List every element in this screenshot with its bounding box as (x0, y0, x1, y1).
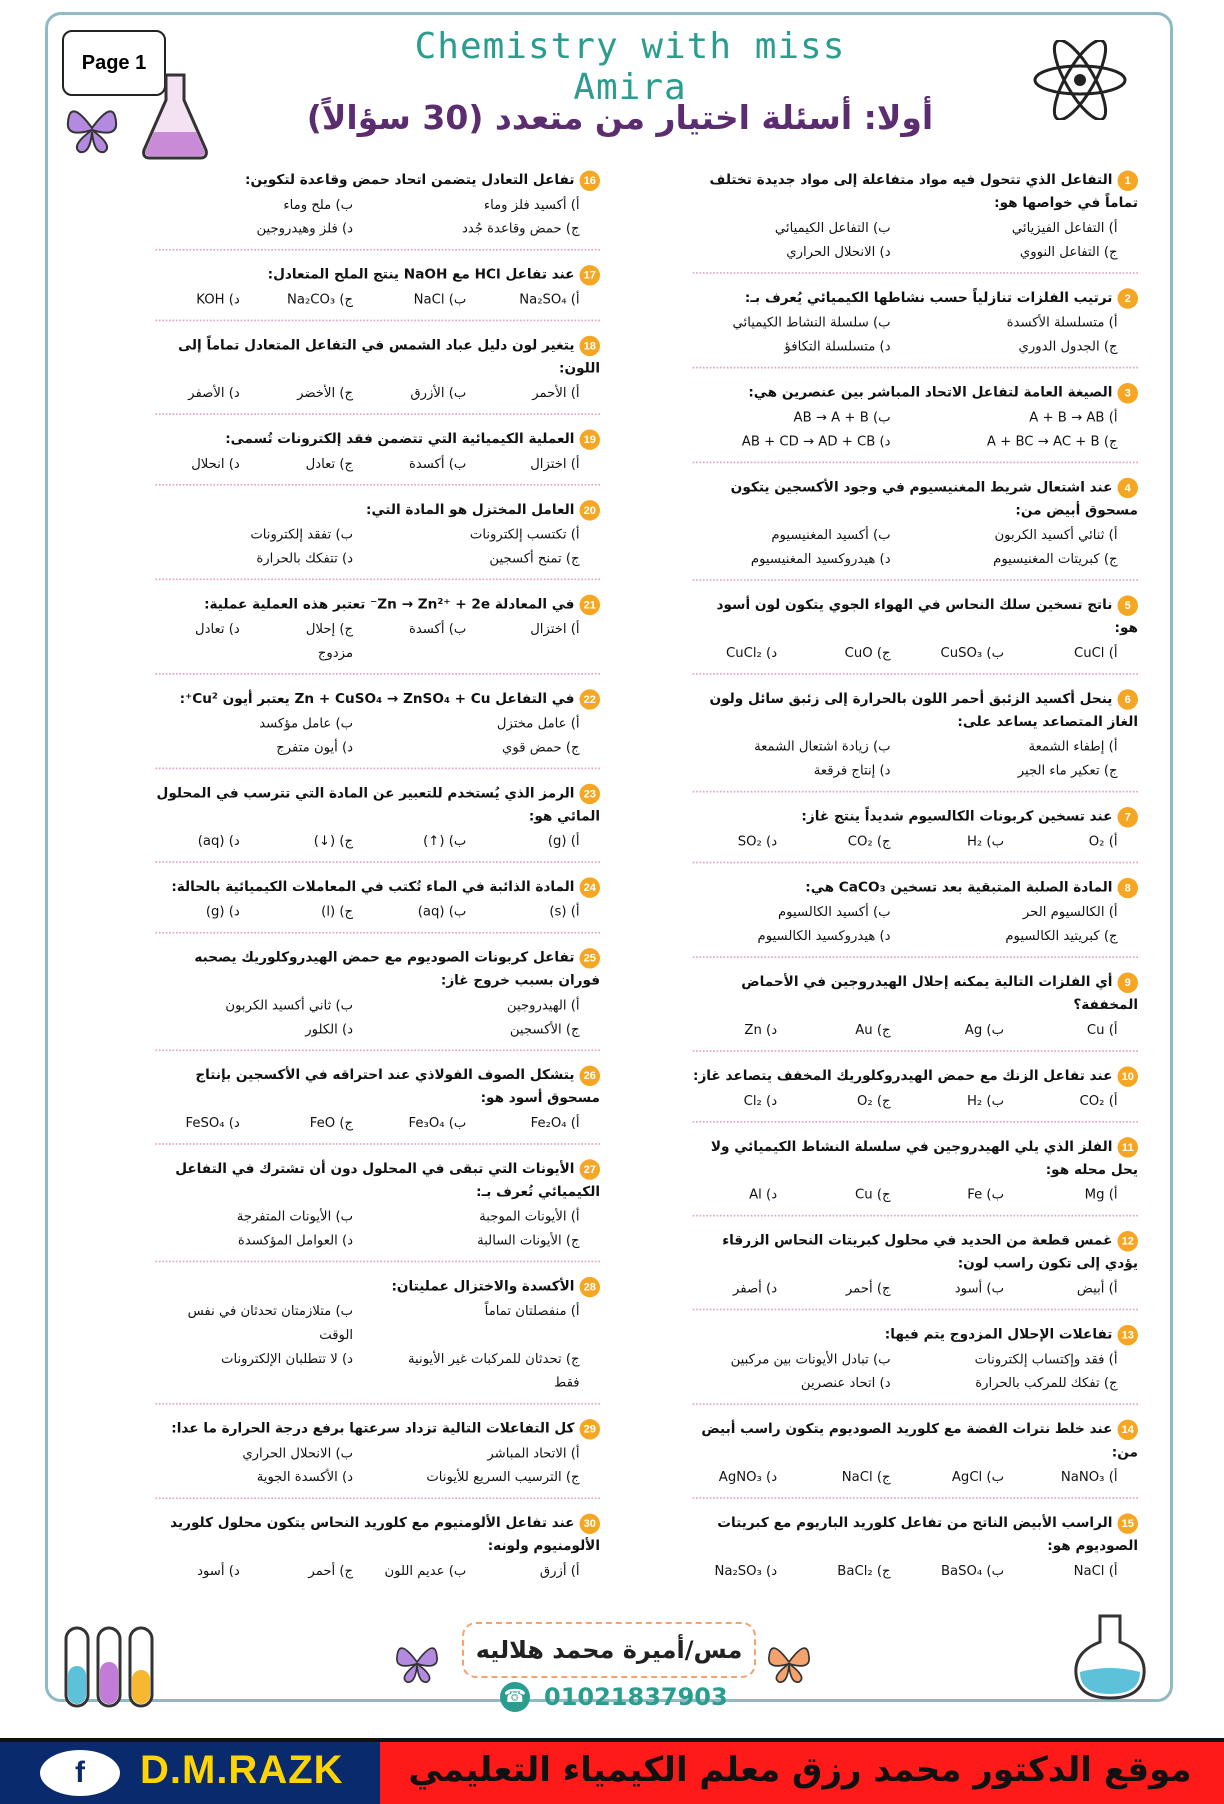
answer-option[interactable]: ج) O₂ (856, 1092, 891, 1109)
answer-option[interactable]: ج) تعادل (305, 455, 354, 472)
answer-option[interactable]: أ) التفاعل الفيزيائي (1011, 220, 1118, 236)
question-item (693, 286, 1138, 369)
answer-option[interactable]: أ) الأحمر (532, 385, 580, 401)
question-text (693, 1322, 1138, 1345)
answer-option[interactable]: ج) Na₂CO₃ (286, 291, 354, 307)
question-number-badge: 12 (1118, 1231, 1138, 1251)
banner-brand-area (0, 1742, 380, 1804)
answer-option[interactable]: ج) كبريتات المغنيسيوم (993, 551, 1118, 567)
question-text (693, 687, 1138, 733)
answer-option[interactable]: ج) تعكير ماء الجير (1017, 762, 1118, 779)
answer-option[interactable]: أ) تكتسب إلكترونات (469, 526, 580, 542)
answer-options (155, 1559, 600, 1583)
answer-option[interactable]: ب) (↑) (423, 833, 467, 849)
questions-column-right (693, 168, 1138, 1603)
answer-option[interactable]: ب) الانحلال الحراري (242, 1445, 354, 1461)
answer-option[interactable]: أ) Cu (1086, 1022, 1118, 1038)
answer-option[interactable]: ب) التفاعل الكيميائي (774, 220, 891, 236)
answer-option[interactable]: أ) (g) (547, 833, 580, 849)
answer-option[interactable]: ج) Au (855, 1022, 891, 1038)
answer-option[interactable]: ج) FeO (309, 1115, 354, 1131)
question-number-badge: 14 (1118, 1419, 1138, 1439)
question-stem: غمس قطعة من الحديد في محلول كبريتات النحاس الزرقاء يؤدي إلى تكون راسب لون: (722, 1231, 1138, 1272)
phone-number: 01021837903 (544, 1683, 728, 1711)
answer-option[interactable]: د) FeSO₄ (185, 1115, 240, 1131)
answer-option[interactable]: ب) NaCl (413, 291, 467, 307)
question-item (693, 1511, 1138, 1591)
question-stem: الأيونات التي تبقى في المحلول دون أن تشترك في التفاعل الكيميائي تُعرف بـ: (175, 1160, 600, 1200)
question-text (693, 168, 1138, 214)
answer-option[interactable]: أ) أزرق (539, 1562, 580, 1579)
answer-option[interactable]: ج) حمض وقاعدة جُدد (461, 220, 580, 237)
answer-options (693, 523, 1138, 571)
test-tubes-icon (60, 1622, 160, 1712)
answer-options (155, 993, 600, 1041)
butterfly-icon (392, 1640, 442, 1684)
question-text (693, 1228, 1138, 1274)
question-item (693, 970, 1138, 1052)
answer-option[interactable]: ج) تمنح أكسجين (489, 550, 580, 566)
question-number-badge: 19 (580, 429, 600, 449)
question-text (693, 970, 1138, 1016)
answer-option[interactable]: ج) تحدثان للمركبات غير الأيونية فقط (407, 1350, 580, 1391)
answer-option[interactable]: د) تعادل (194, 621, 240, 637)
answer-option[interactable]: أ) A + B → AB (1029, 409, 1118, 425)
answer-option[interactable]: ج) CuO (844, 644, 891, 661)
question-number-badge: 29 (580, 1419, 600, 1439)
question-number-badge: 1 (1118, 170, 1138, 190)
answer-option[interactable]: د) الكلور (305, 1021, 354, 1037)
answer-options (693, 1465, 1138, 1489)
answer-option[interactable]: ب) Fe₃O₄ (408, 1115, 467, 1131)
answer-option[interactable]: أ) منفصلتان تماماً (484, 1303, 580, 1319)
question-text (155, 1511, 600, 1557)
question-text (693, 875, 1138, 898)
answer-options (155, 452, 600, 476)
question-stem: تفاعل التعادل يتضمن اتحاد حمض وقاعدة لتكوين: (245, 171, 575, 188)
answer-option[interactable]: د) الانحلال الحراري (786, 243, 891, 260)
answer-options (693, 1089, 1138, 1113)
answer-option[interactable]: ج) الأخضر (297, 385, 354, 401)
answer-option[interactable]: د) متسلسلة التكافؤ (784, 338, 891, 354)
question-text (155, 875, 600, 898)
question-item (155, 333, 600, 415)
question-stem: أي الفلزات التالية يمكنه إحلال الهيدروجين في الأحماض المخففة؟ (741, 973, 1138, 1013)
question-number-badge: 7 (1118, 807, 1138, 827)
atom-icon (1030, 40, 1130, 120)
question-text (155, 168, 600, 191)
question-number-badge: 2 (1118, 288, 1138, 308)
question-item (155, 498, 600, 581)
answer-option[interactable]: ب) Ag (964, 1022, 1005, 1038)
question-number-badge: 27 (580, 1159, 600, 1179)
answer-option[interactable]: د) Al (749, 1186, 778, 1203)
answer-option[interactable]: ب) CuSO₃ (940, 644, 1005, 661)
question-text (155, 1274, 600, 1297)
answer-option[interactable]: أ) CuCl (1073, 644, 1118, 661)
answer-option[interactable]: د) AgNO₃ (718, 1469, 778, 1485)
answer-option[interactable]: ج) (l) (321, 903, 354, 920)
answer-options (155, 287, 600, 311)
butterfly-icon (62, 102, 122, 154)
answer-options (155, 1204, 600, 1252)
answer-option[interactable]: أ) فقد وإكتساب إلكترونات (974, 1351, 1118, 1367)
answer-option[interactable]: ب) زيادة اشتعال الشمعة (754, 738, 891, 755)
answer-option[interactable]: أ) Fe₂O₄ (530, 1115, 580, 1131)
question-number-badge: 9 (1118, 972, 1138, 992)
question-stem: التفاعل الذي تتحول فيه مواد متفاعلة إلى مواد جديدة تختلف تماماً في خواصها هو: (709, 171, 1138, 211)
question-number-badge: 18 (580, 335, 600, 355)
answer-option[interactable]: أ) متسلسلة الأكسدة (1006, 314, 1118, 331)
question-text (693, 475, 1138, 521)
answer-option[interactable]: ج) التفاعل النووي (1019, 243, 1118, 260)
question-stem: الصيغة العامة لتفاعل الاتحاد المباشر بين عنصرين هي: (748, 383, 1113, 401)
question-text (155, 427, 600, 450)
question-item (155, 1511, 600, 1591)
answer-options (693, 829, 1138, 853)
brand-title: Chemistry with miss Amira (414, 26, 846, 108)
answer-option[interactable]: ب) أكسيد الكالسيوم (777, 904, 891, 920)
answer-options (155, 711, 600, 759)
question-stem: العملية الكيميائية التي تتضمن فقد إلكترونات تُسمى: (225, 430, 575, 447)
answer-option[interactable]: ج) A + BC → AC + B (986, 433, 1118, 449)
answer-options (155, 1441, 600, 1489)
question-item (155, 875, 600, 934)
answer-option[interactable]: أ) (s) (549, 903, 580, 920)
answer-options (693, 1018, 1138, 1042)
answer-option[interactable]: ب) (aq) (417, 903, 467, 920)
answer-option[interactable]: أ) عامل مختزل (496, 715, 580, 731)
question-number-badge: 13 (1118, 1324, 1138, 1344)
site-banner (0, 1738, 1224, 1804)
question-text (155, 1157, 600, 1203)
answer-option[interactable]: ج) (↓) (313, 833, 354, 849)
question-item (155, 781, 600, 863)
answer-option[interactable]: ب) أكسدة (408, 621, 467, 637)
answer-option[interactable]: ج) الأيونات السالبة (477, 1232, 580, 1248)
question-item (155, 427, 600, 486)
answer-option[interactable]: د) Na₂SO₃ (714, 1562, 778, 1579)
question-number-badge: 5 (1118, 595, 1138, 615)
phone-icon: ☎ (500, 1682, 530, 1712)
answer-option[interactable]: د) الأصفر (188, 385, 240, 401)
answer-options (155, 522, 600, 570)
answer-options (155, 193, 600, 241)
answer-option[interactable]: ب) سلسلة النشاط الكيميائي (732, 314, 891, 331)
question-item (693, 475, 1138, 581)
question-number-badge: 20 (580, 500, 600, 520)
question-stem: الراسب الأبيض الناتج من تفاعل كلوريد الباريوم مع كبريتات الصوديوم هو: (717, 1514, 1138, 1554)
answer-option[interactable]: د) تتفكك بالحرارة (256, 550, 354, 566)
answer-option[interactable]: ج) حمض قوي (502, 739, 580, 755)
answer-option[interactable]: د) العوامل المؤكسدة (237, 1232, 354, 1248)
answer-option[interactable]: د) فلز وهيدروجين (256, 220, 354, 237)
question-number-badge: 10 (1118, 1066, 1138, 1086)
answer-option[interactable]: ب) أكسيد المغنيسيوم (771, 527, 891, 543)
question-number-badge: 21 (580, 594, 600, 614)
question-text (693, 1064, 1138, 1087)
question-stem: ينحل أكسيد الزئبق أحمر اللون بالحرارة إلى زئبق سائل ولون الغاز المتصاعد يساعد على: (709, 690, 1138, 730)
question-item (693, 687, 1138, 793)
question-item (693, 1322, 1138, 1405)
answer-option[interactable]: أ) NaCl (1073, 1562, 1118, 1579)
flask-icon (140, 70, 210, 160)
banner-title: موقع الدكتور محمد رزق معلم الكيمياء التعليمي (408, 1750, 1192, 1790)
question-item (693, 168, 1138, 274)
answer-option[interactable]: أ) Na₂SO₄ (519, 291, 580, 307)
answer-options (155, 829, 600, 853)
question-stem: الأكسدة والاختزال عمليتان: (391, 1277, 575, 1294)
answer-option[interactable]: ج) BaCl₂ (837, 1562, 891, 1579)
answer-options (693, 1347, 1138, 1395)
answer-option[interactable]: أ) الهيدروجين (506, 997, 580, 1013)
answer-option[interactable]: ج) أحمر (308, 1562, 354, 1579)
answer-options (693, 734, 1138, 782)
answer-options (155, 900, 600, 924)
question-item (693, 380, 1138, 463)
answer-option[interactable]: ج) الأكسجين (509, 1021, 580, 1037)
answer-option[interactable]: ج) تفكك للمركب بالحرارة (975, 1375, 1118, 1391)
page-label: Page 1 (62, 30, 166, 96)
answer-options (155, 1299, 600, 1394)
question-number-badge: 25 (580, 948, 600, 968)
question-item (693, 804, 1138, 863)
question-stem: يتغير لون دليل عباد الشمس في التفاعل المتعادل تماماً إلى اللون: (178, 336, 600, 376)
question-text (693, 1511, 1138, 1557)
answer-option[interactable]: ب) H₂ (966, 833, 1005, 849)
answer-options (693, 1276, 1138, 1300)
question-stem: عند خلط نترات الفضة مع كلوريد الصوديوم يتكون راسب أبيض من: (701, 1420, 1138, 1460)
question-text (155, 1063, 600, 1109)
answer-option[interactable]: ب) تفقد إلكترونات (250, 526, 354, 542)
question-text (693, 1417, 1138, 1463)
question-number-badge: 16 (580, 170, 600, 190)
answer-option[interactable]: ج) NaCl (841, 1469, 891, 1485)
question-text (155, 1416, 600, 1439)
question-stem: عند تفاعل الألومنيوم مع كلوريد النحاس يتكون محلول كلوريد الألومنيوم ولونه: (170, 1514, 600, 1554)
section-heading: أولا: أسئلة اختيار من متعدد (30 سؤالاً) (306, 98, 934, 137)
question-text (155, 333, 600, 379)
question-text (693, 804, 1138, 827)
question-text (155, 592, 600, 615)
question-number-badge: 15 (1118, 1513, 1138, 1533)
question-item (693, 1135, 1138, 1217)
question-item (155, 263, 600, 322)
question-stem: المادة الصلبة المتبقية بعد تسخين CaCO₃ هي: (805, 878, 1113, 895)
question-item (693, 875, 1138, 958)
answer-option[interactable]: ج) الترسيب السريع للأيونات (426, 1469, 580, 1485)
question-stem: عند اشتعال شريط المغنيسيوم في وجود الأكسجين يتكون مسحوق أبيض من: (730, 478, 1138, 518)
question-number-badge: 3 (1118, 383, 1138, 403)
answer-option[interactable]: ج) إحلال مزدوج (305, 621, 354, 661)
question-text (155, 687, 600, 710)
question-item (155, 592, 600, 675)
answer-option[interactable]: ب) AB → A + B (793, 409, 891, 425)
question-text (155, 781, 600, 827)
answer-option[interactable]: ب) ملح وماء (283, 196, 354, 213)
answer-options (155, 617, 600, 665)
answer-option[interactable]: د) أيون متفرج (276, 739, 354, 755)
answer-option[interactable]: ج) Cu (855, 1186, 891, 1203)
question-item (155, 1063, 600, 1145)
answer-option[interactable]: أ) الأيونات الموجبة (479, 1208, 580, 1225)
question-number-badge: 30 (580, 1513, 600, 1533)
answer-option[interactable]: أ) NaNO₃ (1060, 1469, 1118, 1485)
question-stem: عند تفاعل الزنك مع حمض الهيدروكلوريك المخفف يتصاعد غاز: (692, 1067, 1113, 1084)
answer-option[interactable]: د) AB + CD → AD + CB (741, 433, 891, 449)
answer-option[interactable]: د) الأكسدة الجوية (256, 1469, 354, 1485)
answer-option[interactable]: د) هيدروكسيد الكالسيوم (757, 928, 891, 944)
question-stem: كل التفاعلات التالية تزداد سرعتها برفع درجة الحرارة ما عدا: (171, 1419, 575, 1437)
answer-options (693, 310, 1138, 358)
answer-option[interactable]: أ) O₂ (1088, 833, 1118, 849)
answer-option[interactable]: د) (aq) (197, 833, 240, 849)
answer-option[interactable]: د) اتحاد عنصرين (800, 1375, 891, 1391)
question-number-badge: 26 (580, 1065, 600, 1085)
question-number-badge: 4 (1118, 477, 1138, 497)
answer-option[interactable]: د) أسود (197, 1562, 240, 1579)
round-flask-icon (1070, 1612, 1150, 1702)
answer-option[interactable]: د) (g) (205, 903, 240, 920)
answer-option[interactable]: د) هيدروكسيد المغنيسيوم (750, 551, 891, 567)
answer-option[interactable]: د) انحلال (191, 455, 240, 472)
question-number-badge: 17 (580, 265, 600, 285)
question-item (155, 687, 600, 770)
question-item (155, 1274, 600, 1404)
answer-option[interactable]: ب) أسود (954, 1280, 1005, 1296)
question-text (693, 593, 1138, 639)
answer-option[interactable]: ب) الأيونات المتفرجة (236, 1208, 354, 1225)
answer-option[interactable]: ب) BaSO₄ (940, 1562, 1005, 1579)
question-stem: تفاعل كربونات الصوديوم مع حمض الهيدروكلوريك يصحبه فوران بسبب خروج غاز: (194, 948, 600, 989)
answer-options (693, 900, 1138, 948)
question-stem: يتشكل الصوف الفولاذي عند احتراقه في الأكسجين بإنتاج مسحوق أسود هو: (195, 1066, 600, 1106)
answer-option[interactable]: ب) أكسدة (408, 455, 467, 472)
question-number-badge: 23 (580, 783, 600, 803)
question-number-badge: 24 (580, 877, 600, 897)
answer-option[interactable]: د) CuCl₂ (726, 644, 778, 661)
answer-option[interactable]: أ) أبيض (1076, 1280, 1118, 1296)
question-item (155, 1416, 600, 1499)
banner-brand: D.M.RAZK (140, 1748, 344, 1792)
question-number-badge: 22 (580, 689, 600, 709)
answer-option[interactable]: ب) H₂ (966, 1092, 1005, 1109)
answer-option[interactable]: أ) CO₂ (1079, 1092, 1118, 1109)
question-item (693, 1417, 1138, 1499)
answer-option[interactable]: ب) عديم اللون (384, 1562, 467, 1579)
answer-option[interactable]: ب) عامل مؤكسد (259, 715, 354, 731)
answer-option[interactable]: د) إنتاج فرقعة (813, 762, 891, 779)
answer-option[interactable]: أ) إطفاء الشمعة (1028, 738, 1118, 755)
answer-option[interactable]: أ) اختزال (530, 455, 580, 472)
facebook-icon[interactable]: f (40, 1750, 120, 1796)
answer-option[interactable]: أ) الاتحاد المباشر (487, 1445, 580, 1461)
question-stem: الفلز الذي يلي الهيدروجين في سلسلة النشاط الكيميائي ولا يحل محله هو: (710, 1138, 1138, 1178)
question-item (693, 593, 1138, 675)
teacher-name: مس/أميرة محمد هلاليه (462, 1622, 756, 1678)
answer-option[interactable]: ب) متلازمتان تحدثان في نفس الوقت (187, 1303, 354, 1343)
question-number-badge: 6 (1118, 689, 1138, 709)
question-stem: في التفاعل Zn + CuSO₄ → ZnSO₄ + Cu يعتبر أيون Cu²⁺: (179, 690, 575, 707)
question-number-badge: 8 (1118, 877, 1138, 897)
answer-options (693, 1559, 1138, 1583)
question-item (693, 1228, 1138, 1310)
answer-option[interactable]: ب) ثاني أكسيد الكربون (225, 997, 354, 1013)
answer-option[interactable]: أ) Mg (1084, 1186, 1118, 1203)
question-stem: تفاعلات الإحلال المزدوج يتم فيها: (884, 1325, 1113, 1342)
question-stem: المادة الذائبة في الماء تُكتب في المعاملات الكيميائية بالحالة: (171, 878, 575, 895)
questions-column-left (155, 168, 600, 1603)
answer-option[interactable]: أ) أكسيد فلز وماء (483, 196, 580, 213)
question-item (155, 946, 600, 1052)
question-stem: العامل المختزل هو المادة التي: (366, 500, 575, 518)
answer-options (693, 641, 1138, 665)
answer-option[interactable]: ج) كبريتيد الكالسيوم (1005, 928, 1118, 944)
question-item (693, 1064, 1138, 1123)
answer-option[interactable]: أ) اختزال (530, 621, 580, 637)
answer-option[interactable]: ج) الجدول الدوري (1018, 338, 1118, 354)
answer-option[interactable]: أ) الكالسيوم الحر (1022, 904, 1118, 920)
answer-options (693, 1182, 1138, 1206)
answer-option[interactable]: د) KOH (196, 291, 240, 307)
answer-options (155, 381, 600, 405)
answer-option[interactable]: د) Cl₂ (743, 1092, 778, 1109)
question-item (155, 1157, 600, 1263)
answer-option[interactable]: د) SO₂ (737, 833, 778, 849)
answer-option[interactable]: ب) تبادل الأيونات بين مركبين (730, 1351, 891, 1367)
question-text (693, 286, 1138, 309)
answer-options (693, 405, 1138, 453)
answer-option[interactable]: د) أصفر (732, 1280, 778, 1296)
answer-option[interactable]: ب) AgCl (951, 1469, 1005, 1485)
question-stem: عند تسخين كربونات الكالسيوم شديداً ينتج غاز: (801, 807, 1113, 825)
question-text (155, 263, 600, 286)
question-stem: عند تفاعل HCl مع NaOH ينتج الملح المتعادل: (267, 265, 575, 283)
answer-option[interactable]: ج) أحمر (845, 1280, 891, 1296)
question-number-badge: 28 (580, 1276, 600, 1296)
phone-contact (500, 1682, 728, 1712)
answer-option[interactable]: د) Zn (744, 1022, 778, 1038)
question-item (155, 168, 600, 251)
question-stem: ناتج تسخين سلك النحاس في الهواء الجوي يتكون لون أسود هو: (716, 596, 1138, 636)
answer-options (693, 216, 1138, 264)
butterfly-icon (764, 1640, 814, 1684)
answer-option[interactable]: ج) CO₂ (847, 833, 891, 849)
question-text (693, 1135, 1138, 1181)
question-number-badge: 11 (1118, 1137, 1138, 1157)
question-stem: ترتيب الفلزات تنازلياً حسب نشاطها الكيميائي يُعرف بـ: (744, 289, 1113, 306)
question-text (155, 498, 600, 521)
answer-options (155, 1111, 600, 1135)
answer-option[interactable]: د) لا تتطلبان الإلكترونات (221, 1350, 354, 1367)
answer-option[interactable]: أ) ثنائي أكسيد الكربون (994, 527, 1118, 543)
question-stem: الرمز الذي يُستخدم للتعبير عن المادة التي تترسب في المحلول المائي هو: (156, 784, 600, 824)
question-stem: في المعادلة Zn → Zn²⁺ + 2e⁻ تعتبر هذه العملية عملية: (204, 595, 575, 612)
answer-option[interactable]: ب) الأزرق (410, 385, 467, 401)
question-text (155, 946, 600, 992)
answer-option[interactable]: ب) Fe (967, 1186, 1005, 1203)
question-text (693, 380, 1138, 403)
